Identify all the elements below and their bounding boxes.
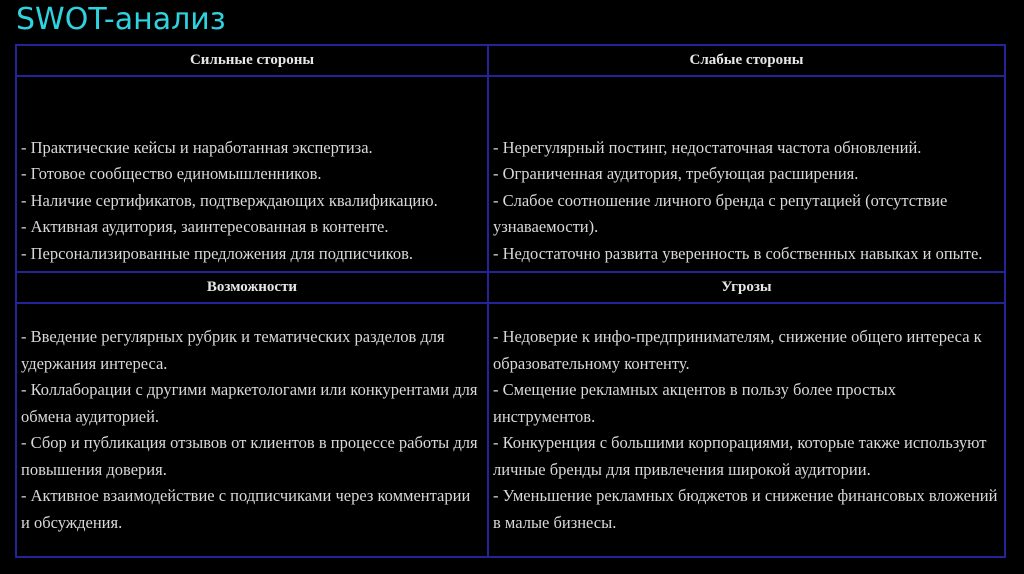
page-title: SWOT-анализ (16, 2, 226, 37)
list-item: - Практические кейсы и наработанная экспертиза. (21, 137, 373, 157)
weaknesses-list (489, 77, 1004, 273)
threats-heading: Угрозы (489, 273, 1004, 304)
opportunities-list (17, 304, 489, 556)
list-item: - Недостаточно развита уверенность в собственных навыках и опыте. (493, 243, 983, 263)
list-item: - Смещение рекламных акцентов в пользу более простых инструментов. (493, 380, 897, 426)
threats-list (489, 304, 1004, 556)
list-item: - Ограниченная аудитория, требующая расширения. (493, 164, 859, 183)
list-item: - Персонализированные предложения для подписчиков. (21, 243, 413, 263)
list-item: - Сбор и публикация отзывов от клиентов в процессе работы для повышения доверия. (21, 433, 478, 479)
list-item: - Введение регулярных рубрик и тематических разделов для удержания интереса. (21, 327, 445, 373)
strengths-list (17, 77, 489, 273)
list-item: - Нерегулярный постинг, недостаточная частота обновлений. (493, 137, 922, 157)
list-item: - Активное взаимодействие с подписчиками через комментарии и обсуждения. (21, 486, 471, 532)
strengths-heading: Сильные стороны (17, 46, 489, 77)
opportunities-heading: Возможности (17, 273, 489, 304)
weaknesses-heading: Слабые стороны (489, 46, 1004, 77)
list-item: - Уменьшение рекламных бюджетов и снижение финансовых вложений в малые бизнесы. (493, 486, 998, 532)
list-item: - Слабое соотношение личного бренда с репутацией (отсутствие узнаваемости). (493, 190, 948, 236)
list-item: - Коллаборации с другими маркетологами или конкурентами для обмена аудиторией. (21, 380, 478, 426)
list-item: - Готовое сообщество единомышленников. (21, 164, 322, 183)
list-item: - Недоверие к инфо-предпринимателям, снижение общего интереса к образовательному контенту. (493, 327, 982, 373)
list-item: - Активная аудитория, заинтересованная в контенте. (21, 217, 389, 236)
list-item: - Наличие сертификатов, подтверждающих квалификацию. (21, 190, 438, 210)
swot-table (15, 44, 1006, 558)
list-item: - Конкуренция с большими корпорациями, которые также используют личные бренды для привлечения широкой аудитории. (493, 433, 987, 479)
